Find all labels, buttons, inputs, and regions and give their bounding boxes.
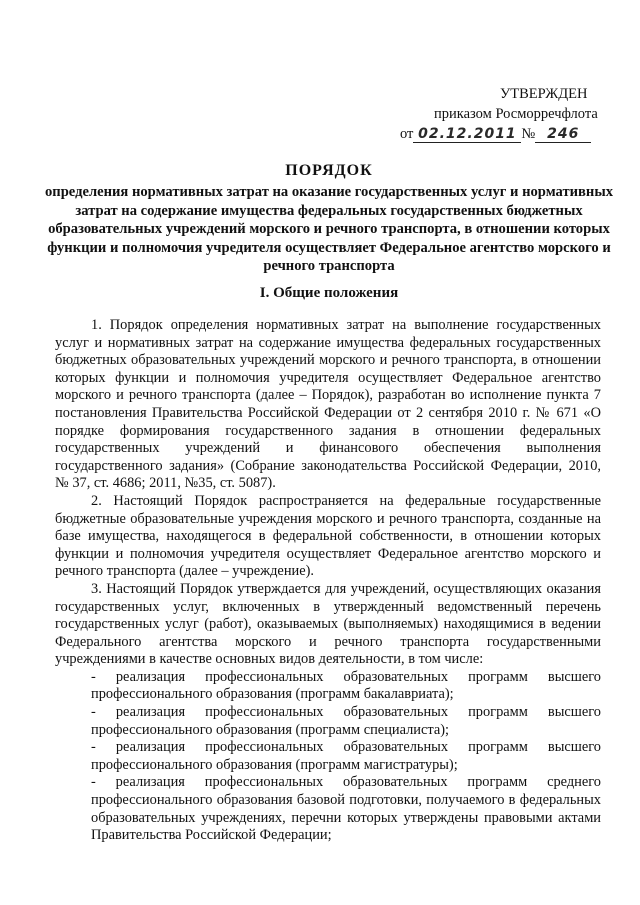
paragraph-1: 1. Порядок определения нормативных затрат на выполнение государственных услуг и нормативных затрат на содержание имущества федеральных государственных бюджетных образовательных учреждений морского и речного транспорта, в отношении которых функции и полномочия учредителя осуществляет Федеральное агентство морского и речного транспорта (далее – Порядок), разработан во исполнение пункта 7 постановления Правительства Российской Федерации от 2 сентября 2010 г. № 671 «О порядке формирования государственного задания в отношении федеральных государственных учреждений и финансового обеспечения выполнения государственного задания» (Собрание законодательства Российской Федерации, 2010, № 37, ст. 4686; 2011, №35, ст. 5087). xyxy=(55,317,601,492)
list-item: - реализация профессиональных образовательных программ высшего профессионального образования (программ магистратуры); xyxy=(91,739,601,773)
handwritten-number: 246 xyxy=(535,126,591,143)
from-label: от xyxy=(400,126,414,142)
list-item: - реализация профессиональных образовательных программ высшего профессионального образования (программ бакалавриата); xyxy=(91,668,601,703)
document-subtitle: определения нормативных затрат на оказание государственных услуг и нормативных затрат на содержание имущества федеральных государственных бюджетных образовательных учреждений морского и речного транспорта, в отношении которых функции и полномочия учредителя осуществляет Федеральное агентство морского и речного транспорта xyxy=(44,184,614,275)
paragraph-2: 2. Настоящий Порядок распространяется на федеральные государственные бюджетные образовательные учреждения морского и речного транспорта, созданные на базе имущества, находящегося в федеральной собственности, в отношении которых функции и полномочия учредителя осуществляет Федеральное агентство морского и речного транспорта (далее – учреждение). xyxy=(55,492,601,580)
list-item: - реализация профессиональных образовательных программ высшего профессионального образования (программ специалиста); xyxy=(91,704,601,738)
handwritten-date: 02.12.2011 xyxy=(413,126,521,143)
document-body xyxy=(55,317,601,845)
document-title: ПОРЯДОК xyxy=(285,162,373,179)
order-label: приказом Росморречфлота xyxy=(434,106,598,122)
number-label: № xyxy=(521,126,536,142)
order-date-number xyxy=(400,124,620,144)
list-item: - реализация профессиональных образовательных программ среднего профессионального образования базовой подготовки, получаемого в федеральных образовательных учреждениях, перечни которых утверждены правовыми актами Правительства Российской Федерации; xyxy=(91,774,601,844)
approval-stamp xyxy=(400,84,620,144)
section-title: I. Общие положения xyxy=(259,285,399,301)
approved-label: УТВЕРЖДЕН xyxy=(500,86,588,102)
activity-list xyxy=(55,669,601,845)
document-heading xyxy=(44,160,614,276)
paragraph-3: 3. Настоящий Порядок утверждается для учреждений, осуществляющих оказания государственных услуг, включенных в утвержденный ведомственный перечень государственных услуг (работ), оказываемых (выполняемых) находящимися в ведении Федерального агентства морского и речного транспорта государственными учреждениями в качестве основных видов деятельности, в том числе: xyxy=(55,580,601,668)
